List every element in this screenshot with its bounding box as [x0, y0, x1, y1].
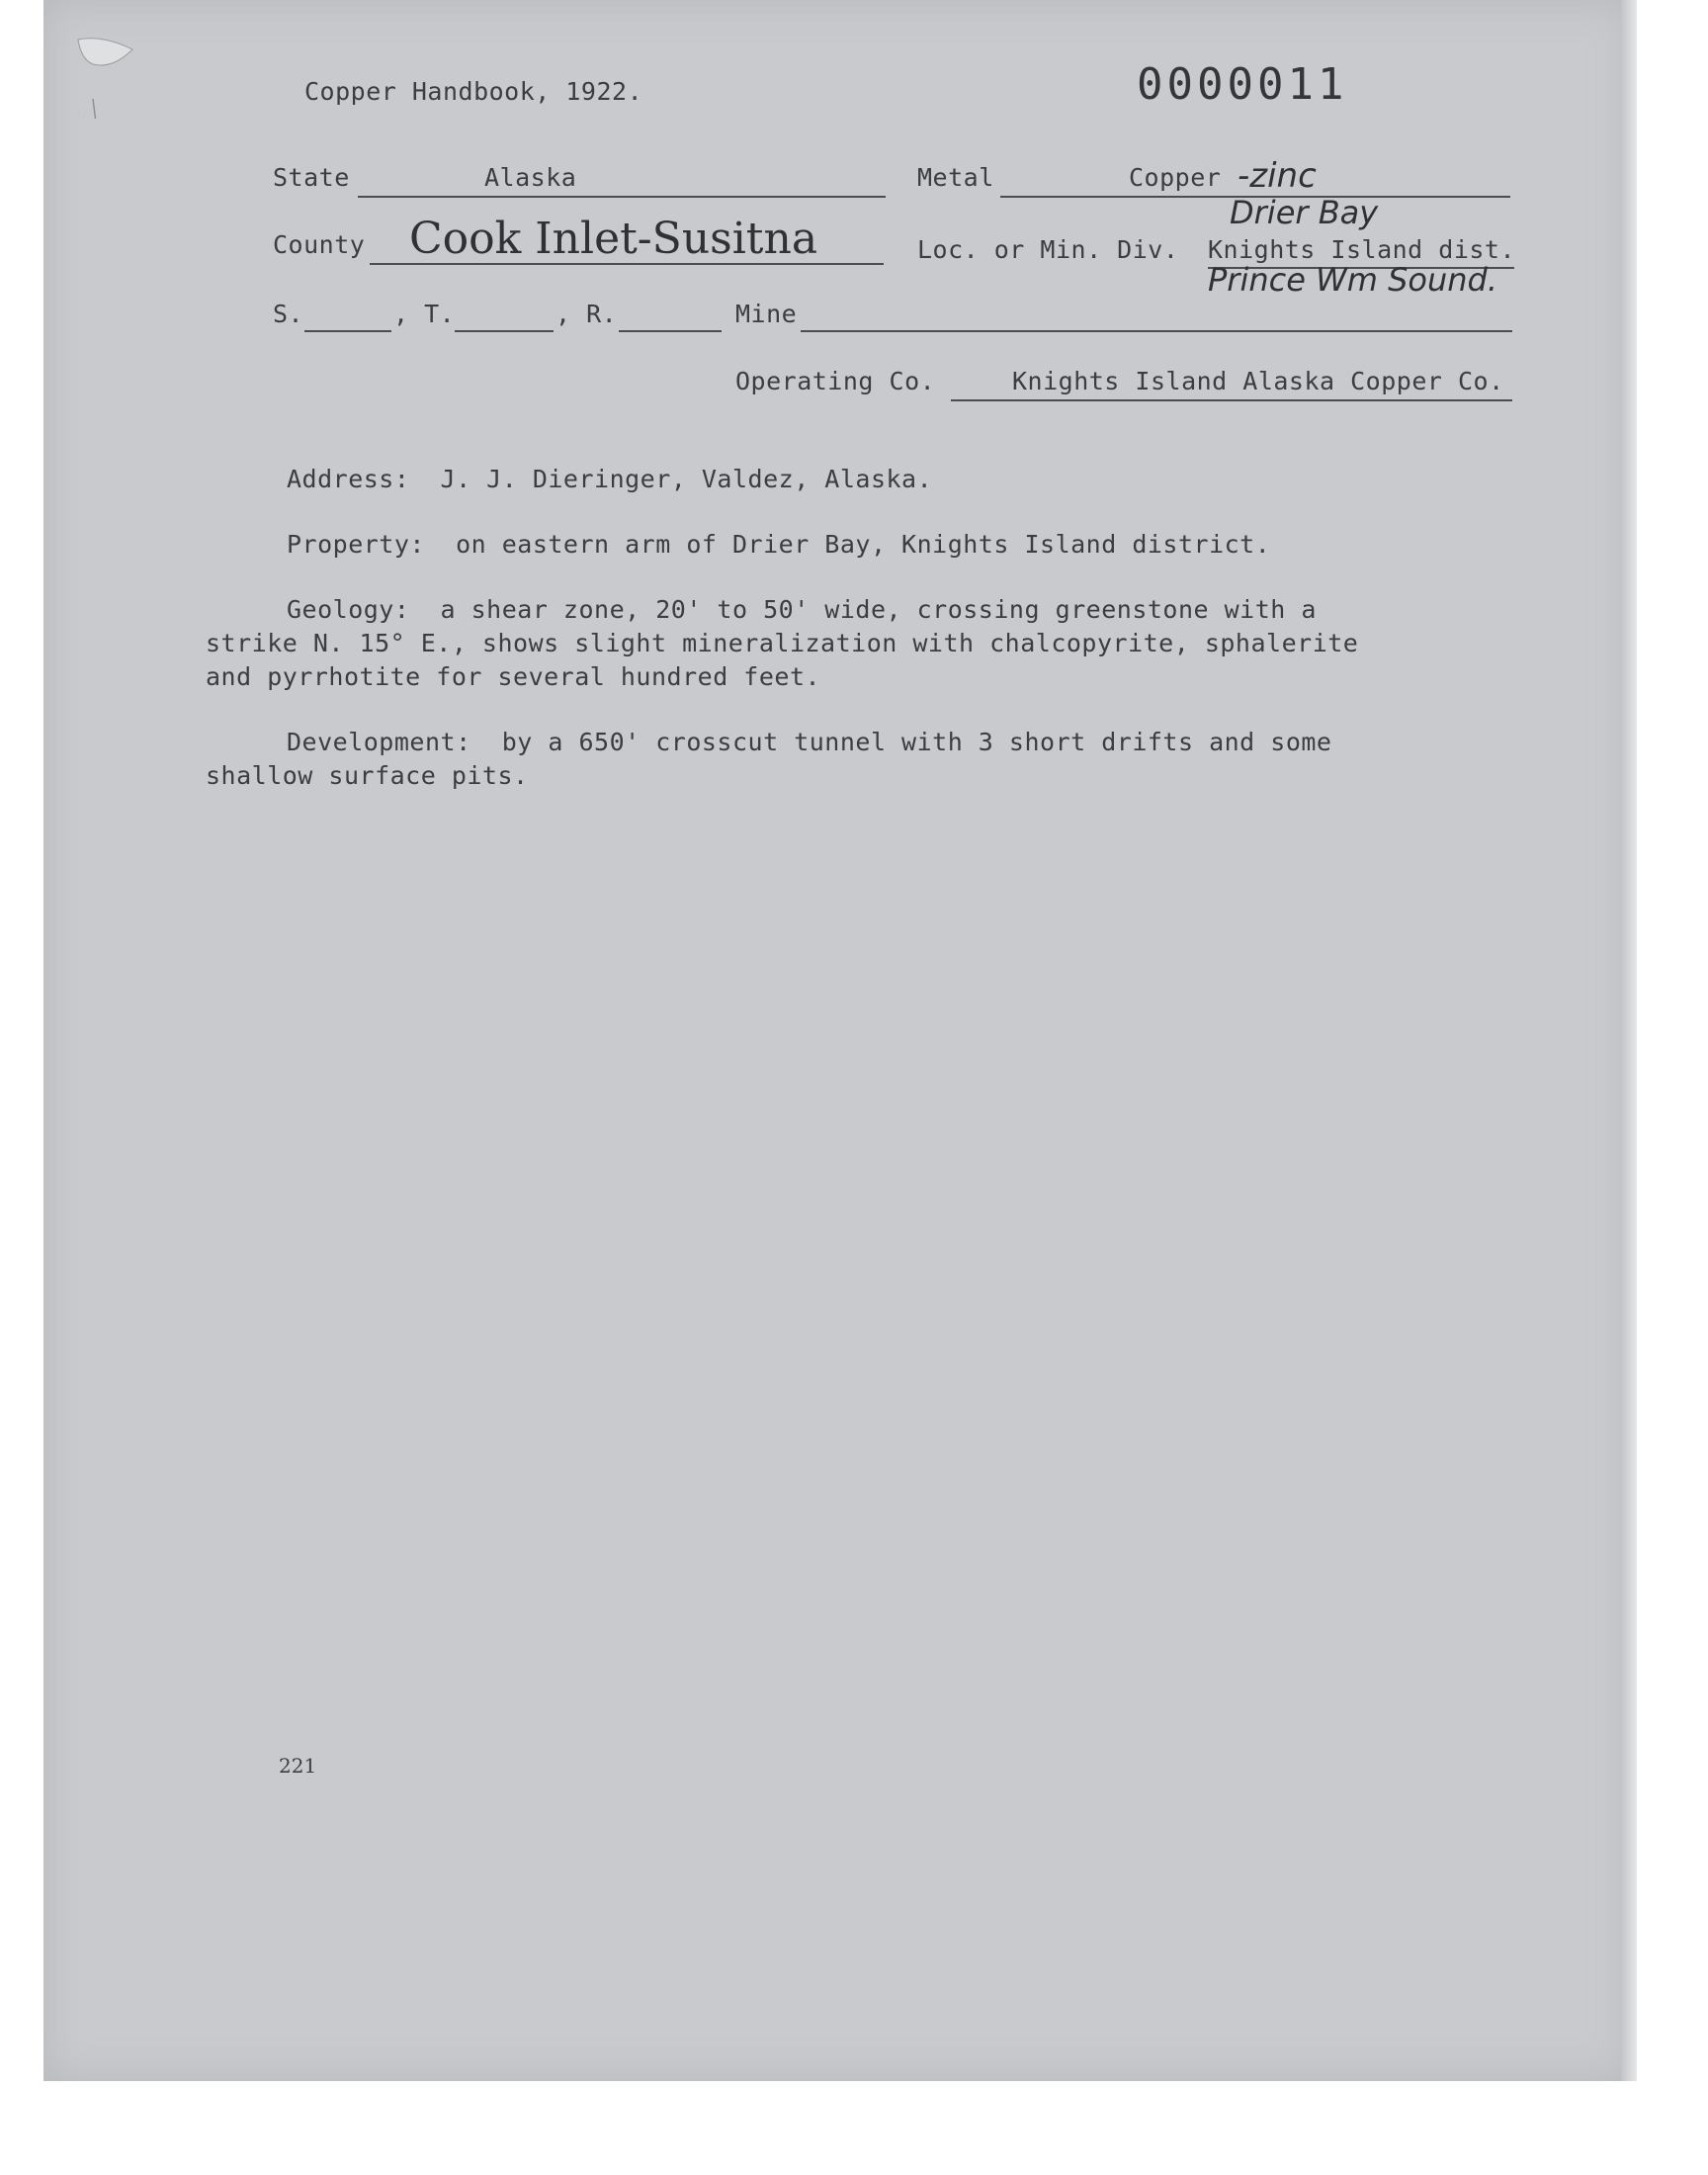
- mine-line: [801, 330, 1512, 332]
- address-line: Address: J. J. Dieringer, Valdez, Alaska.: [287, 465, 933, 493]
- document-number: 0000011: [1137, 59, 1348, 110]
- sheet-edge: [1621, 0, 1637, 2081]
- range-label: , R.: [555, 300, 618, 328]
- geology-line-2: strike N. 15° E., shows slight mineralization with chalcopyrite, sphalerite: [206, 629, 1359, 657]
- state-line: [358, 196, 886, 198]
- loc-handwritten-below: Prince Wm Sound.: [1208, 261, 1497, 299]
- header-title: Copper Handbook, 1922.: [304, 77, 643, 106]
- property-line: Property: on eastern arm of Drier Bay, Knights Island district.: [287, 530, 1271, 559]
- operating-line: [951, 399, 1512, 401]
- geology-line-3: and pyrrhotite for several hundred feet.: [206, 662, 821, 691]
- development-line-2: shallow surface pits.: [206, 761, 529, 790]
- range-line: [619, 330, 722, 332]
- geology-line-1: Geology: a shear zone, 20' to 50' wide, crossing greenstone with a: [287, 595, 1317, 624]
- township-label: , T.: [393, 300, 456, 328]
- metal-handwritten: -zinc: [1238, 156, 1317, 196]
- metal-label: Metal: [917, 163, 994, 192]
- metal-value: Copper: [1129, 163, 1222, 192]
- section-line: [304, 330, 391, 332]
- section-label: S.: [273, 300, 304, 328]
- township-line: [455, 330, 554, 332]
- state-value: Alaska: [484, 163, 577, 192]
- county-handwritten: Cook Inlet-Susitna: [409, 214, 818, 264]
- county-label: County: [273, 230, 366, 259]
- state-label: State: [273, 163, 350, 192]
- operating-label: Operating Co.: [735, 367, 936, 395]
- loc-value: Knights Island dist.: [1208, 235, 1516, 264]
- development-line-1: Development: by a 650' crosscut tunnel with 3 short drifts and some: [287, 728, 1332, 756]
- torn-corner-mark: [73, 30, 152, 119]
- loc-label: Loc. or Min. Div.: [917, 235, 1179, 264]
- page-number: 221: [279, 1754, 317, 1778]
- mine-label: Mine: [735, 300, 798, 328]
- loc-handwritten-above: Drier Bay: [1230, 194, 1379, 231]
- operating-value: Knights Island Alaska Copper Co.: [1012, 367, 1504, 395]
